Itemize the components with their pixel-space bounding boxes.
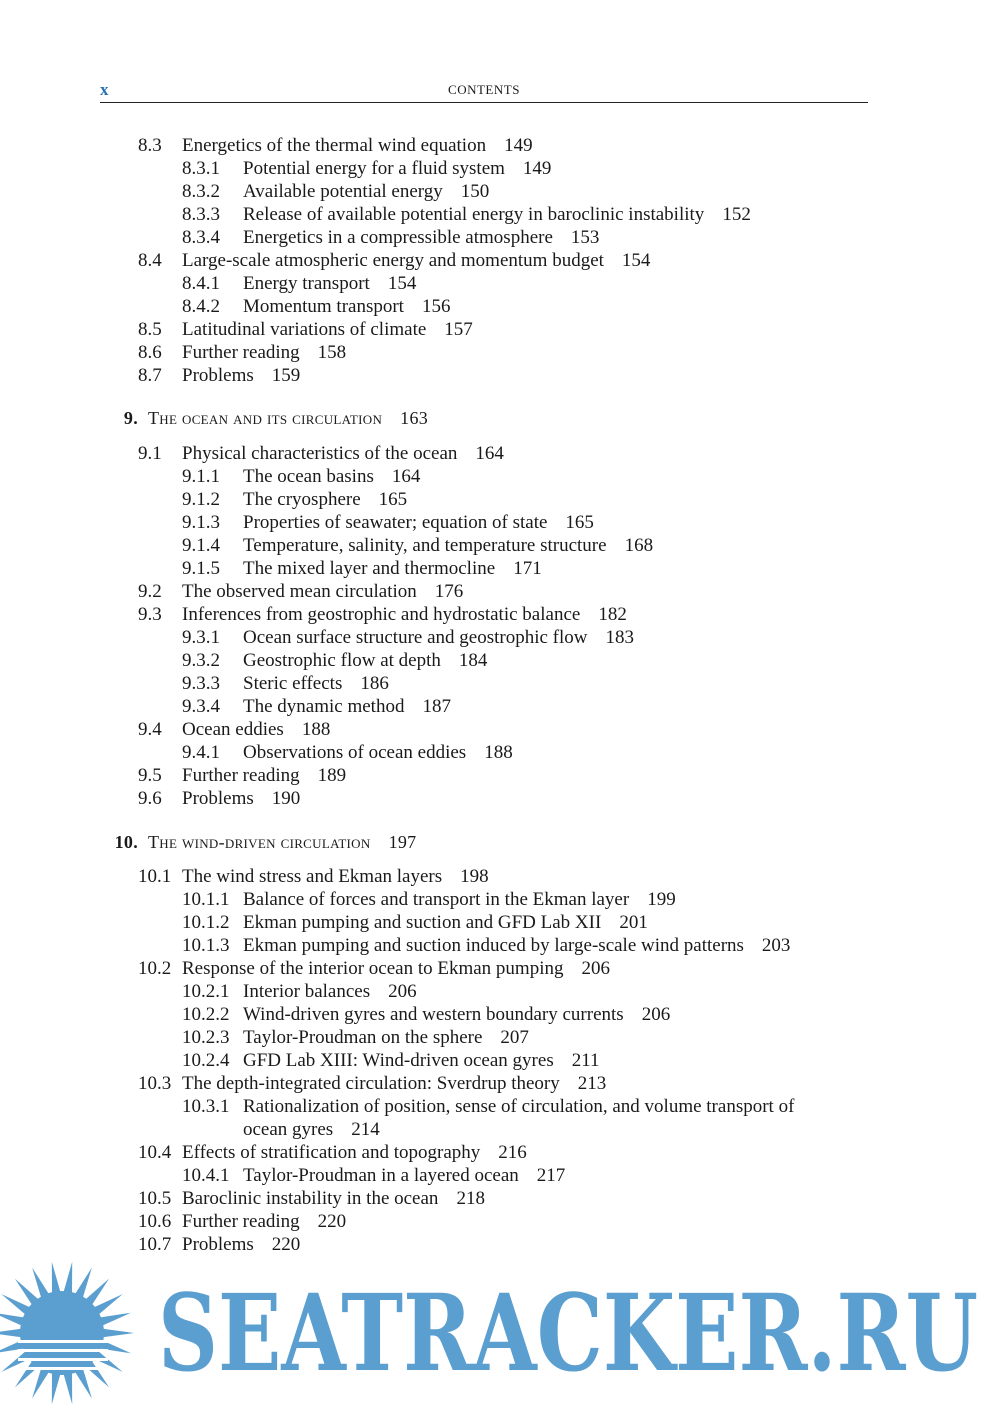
toc-entry[interactable]: 10.1.3 Ekman pumping and suction induced by large-scale wind patterns 203: [182, 935, 791, 956]
sun-ray: [99, 1313, 131, 1326]
sun-wave-line: [18, 1349, 108, 1352]
toc-entry[interactable]: 9.3 Inferences from geostrophic and hydrostatic balance 182: [138, 604, 627, 625]
toc-entry[interactable]: 10.2.4 GFD Lab XIII: Wind-driven ocean gyres 211: [182, 1050, 600, 1071]
toc-entry[interactable]: 10.1 The wind stress and Ekman layers 198: [138, 866, 489, 887]
toc-entry[interactable]: 9.3.2 Geostrophic flow at depth 184: [182, 650, 488, 671]
sun-ray: [52, 1262, 61, 1295]
sun-ray: [52, 1372, 61, 1405]
toc-entry[interactable]: 9.2 The observed mean circulation 176: [138, 581, 464, 602]
toc-entry[interactable]: 9.1.4 Temperature, salinity, and temperature structure 168: [182, 535, 654, 556]
toc-entry[interactable]: 8.3.1 Potential energy for a fluid system 149: [182, 158, 552, 179]
toc-entry[interactable]: 9.6 Problems 190: [138, 788, 301, 809]
toc-entry[interactable]: 8.3.4 Energetics in a compressible atmosphere 153: [182, 227, 600, 248]
toc-entry[interactable]: 8.6 Further reading 158: [138, 342, 347, 363]
sun-wave-line: [18, 1367, 108, 1370]
toc-entry[interactable]: 10.3.1 Rationalization of position, sense of circulation, and volume transport of: [182, 1096, 795, 1117]
chapter-heading[interactable]: 10. The wind-driven circulation 197: [114, 832, 417, 852]
toc-entry[interactable]: 10.2 Response of the interior ocean to Ekman pumping 206: [138, 958, 610, 979]
toc-entry[interactable]: 9.5 Further reading 189: [138, 765, 347, 786]
toc-entry[interactable]: 9.1 Physical characteristics of the ocean 164: [138, 443, 504, 464]
toc-entry[interactable]: 10.4 Effects of stratification and topography 216: [138, 1142, 527, 1163]
sun-logo-icon: [0, 1262, 134, 1405]
page-number: x: [100, 80, 109, 99]
toc-entry[interactable]: 10.1.2 Ekman pumping and suction and GFD Lab XII 201: [182, 912, 648, 933]
toc-entry[interactable]: 9.3.3 Steric effects 186: [182, 673, 389, 694]
toc-entry[interactable]: 8.4.1 Energy transport 154: [182, 273, 417, 294]
sun-ray: [63, 1262, 72, 1295]
toc-entry-continued[interactable]: ocean gyres 214: [243, 1119, 380, 1140]
toc-entry[interactable]: 9.1.2 The cryosphere 165: [182, 489, 408, 510]
sun-wave-line: [18, 1340, 108, 1343]
toc-entry[interactable]: 10.4.1 Taylor-Proudman in a layered ocean 217: [182, 1165, 566, 1186]
toc-entry[interactable]: 8.3.3 Release of available potential energy in baroclinic instability 152: [182, 204, 751, 225]
toc-entry[interactable]: 9.4.1 Observations of ocean eddies 188: [182, 742, 513, 763]
chapter-heading[interactable]: 9. The ocean and its circulation 163: [123, 408, 429, 428]
sun-ray: [0, 1329, 22, 1338]
toc-entry[interactable]: 8.4.2 Momentum transport 156: [182, 296, 451, 317]
toc-entry[interactable]: 8.3.2 Available potential energy 150: [182, 181, 490, 202]
sun-ray: [102, 1329, 134, 1338]
toc-entry[interactable]: 8.7 Problems 159: [138, 365, 301, 386]
sun-ray: [63, 1372, 72, 1405]
sun-disc: [20, 1291, 104, 1375]
sun-wave-line: [18, 1358, 108, 1361]
watermark: [0, 1258, 996, 1406]
toc-entry[interactable]: 10.5 Baroclinic instability in the ocean 218: [138, 1188, 485, 1209]
toc-entry[interactable]: 10.2.1 Interior balances 206: [182, 981, 417, 1002]
toc-entry[interactable]: 8.4 Large-scale atmospheric energy and momentum budget 154: [138, 250, 651, 271]
toc-entry[interactable]: 10.2.2 Wind-driven gyres and western boundary currents 206: [182, 1004, 671, 1025]
toc-entry[interactable]: 9.1.1 The ocean basins 164: [182, 466, 421, 487]
toc-entry[interactable]: 10.3 The depth-integrated circulation: Sverdrup theory 213: [138, 1073, 607, 1094]
toc-entry[interactable]: 9.1.5 The mixed layer and thermocline 171: [182, 558, 542, 579]
toc-entry[interactable]: 8.5 Latitudinal variations of climate 157: [138, 319, 473, 340]
toc-entry[interactable]: 9.4 Ocean eddies 188: [138, 719, 331, 740]
toc-entry[interactable]: 9.1.3 Properties of seawater; equation of state 165: [182, 512, 594, 533]
toc-entry[interactable]: 9.3.4 The dynamic method 187: [182, 696, 451, 717]
watermark-text: SEATRACKER.RU: [158, 1270, 978, 1395]
running-head: CONTENTS: [448, 82, 520, 97]
page-header: [100, 78, 868, 103]
toc-entry[interactable]: 10.7 Problems 220: [138, 1234, 301, 1255]
toc-entry[interactable]: 10.2.3 Taylor-Proudman on the sphere 207: [182, 1027, 529, 1048]
toc-entry[interactable]: 9.3.1 Ocean surface structure and geostrophic flow 183: [182, 627, 634, 648]
toc-entry[interactable]: 10.1.1 Balance of forces and transport in the Ekman layer 199: [182, 889, 676, 910]
toc-entry[interactable]: 10.6 Further reading 220: [138, 1211, 347, 1232]
toc-entry[interactable]: 8.3 Energetics of the thermal wind equation 149: [138, 135, 533, 156]
